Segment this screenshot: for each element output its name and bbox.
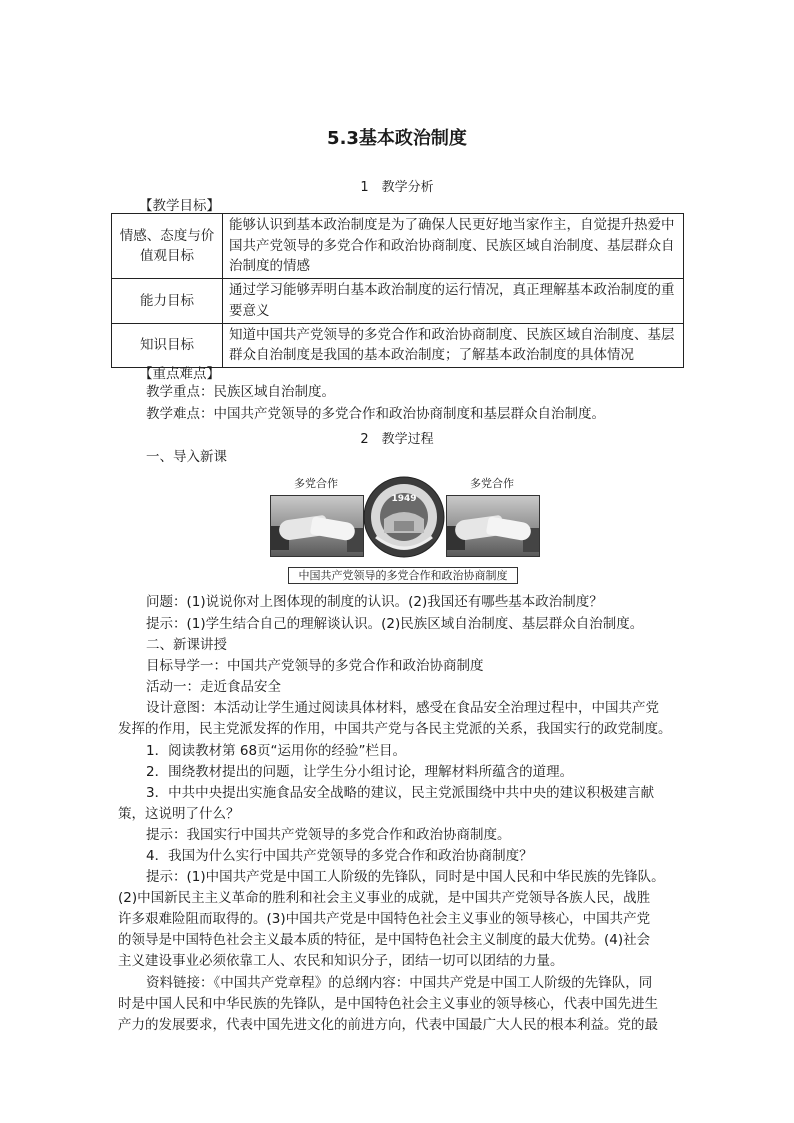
goal-text: 知道中国共产党领导的多党合作和政治协商制度、民族区域自治制度、基层群众自治制度是我国的基本政治制度；了解基本政治制度的具体情况 <box>223 323 684 367</box>
table-row <box>112 323 684 367</box>
goals-header: 【教学目标】 <box>139 198 220 214</box>
goal-label: 能力目标 <box>112 278 223 323</box>
design-line: 设计意图：本活动让学生通过阅读具体材料，感受在食品安全治理过程中，中国共产党 <box>146 700 659 716</box>
question: 问题：(1)说说你对上图体现的制度的认识。(2)我国还有哪些基本政治制度？ <box>146 594 603 610</box>
part-heading-lecture: 二、新课讲授 <box>146 637 227 653</box>
section-heading-analysis: 1 教学分析 <box>360 180 434 195</box>
emblem-year: 1949 <box>391 494 417 504</box>
intro-figure <box>266 467 538 585</box>
step-one: 1．阅读教材第 68页“运用你的经验”栏目。 <box>146 743 407 759</box>
step-four: 4．我国为什么实行中国共产党领导的多党合作和政治协商制度？ <box>146 848 533 864</box>
design-line: 发挥的作用，民主党派发挥的作用，中国共产党与各民主党派的关系，我国实行的政党制度。 <box>118 721 672 737</box>
step-three-line: 策，这说明了什么？ <box>118 806 240 822</box>
part-heading-intro: 一、导入新课 <box>146 449 227 465</box>
material-line: 资料链接：《中国共产党章程》的总纲内容：中国共产党是中国工人阶级的先锋队，同 <box>146 975 653 991</box>
hint-three-line: 提示：(1)中国共产党是中国工人阶级的先锋队，同时是中国人民和中华民族的先锋队。 <box>146 869 665 885</box>
hint-three-line: (2)中国新民主主义革命的胜利和社会主义事业的成就，是中国共产党领导各族人民，战胜 <box>118 890 651 906</box>
handshake-photo-left <box>270 495 364 557</box>
table-row <box>112 214 684 279</box>
hint-two: 提示：我国实行中国共产党领导的多党合作和政治协商制度。 <box>146 827 511 843</box>
target-one: 目标导学一：中国共产党领导的多党合作和政治协商制度 <box>146 658 484 674</box>
step-three-line: 3．中共中央提出实施食品安全战略的建议，民主党派围绕中共中央的建议积极建言献 <box>146 785 655 801</box>
hint-three-line: 的领导是中国特色社会主义最本质的特征，是中国特色社会主义制度的最大优势。(4)社会 <box>118 932 651 948</box>
figure-label-right: 多党合作 <box>470 477 514 490</box>
activity-one: 活动一：走近食品安全 <box>146 679 281 695</box>
step-two: 2．围绕教材提出的问题，让学生分小组讨论，理解材料所蕴含的道理。 <box>146 764 574 780</box>
key-points-header: 【重点难点】 <box>139 366 220 382</box>
goals-table <box>111 213 684 368</box>
section-heading-process: 2 教学过程 <box>360 432 434 447</box>
cppcc-emblem-icon <box>362 475 446 559</box>
hint-three-line: 主义建设事业必须依靠工人、农民和知识分子，团结一切可以团结的力量。 <box>118 953 564 969</box>
material-line: 时是中国人民和中华民族的先锋队，是中国特色社会主义事业的领导核心，代表中国先进生 <box>118 996 658 1012</box>
page-title: 5.3基本政治制度 <box>327 128 467 149</box>
handshake-photo-right <box>446 495 540 557</box>
figure-label-left: 多党合作 <box>294 477 338 490</box>
key-point: 教学重点：民族区域自治制度。 <box>146 384 335 400</box>
goal-label: 知识目标 <box>112 323 223 367</box>
goal-text: 通过学习能够弄明白基本政治制度的运行情况，真正理解基本政治制度的重要意义 <box>223 278 684 323</box>
difficult-point: 教学难点：中国共产党领导的多党合作和政治协商制度和基层群众自治制度。 <box>146 406 605 422</box>
hint-one: 提示：(1)学生结合自己的理解谈认识。(2)民族区域自治制度、基层群众自治制度。 <box>146 616 644 632</box>
material-line: 产力的发展要求，代表中国先进文化的前进方向，代表中国最广大人民的根本利益。党的最 <box>118 1017 658 1033</box>
hint-three-line: 许多艰难险阻而取得的。(3)中国共产党是中国特色社会主义事业的领导核心，中国共产党 <box>118 911 651 927</box>
table-row <box>112 278 684 323</box>
figure-caption: 中国共产党领导的多党合作和政治协商制度 <box>288 567 518 584</box>
goal-text: 能够认识到基本政治制度是为了确保人民更好地当家作主，自觉提升热爱中国共产党领导的多党合作和政治协商制度、民族区域自治制度、基层群众自治制度的情感 <box>223 214 684 279</box>
goal-label: 情感、态度与价值观目标 <box>112 214 223 279</box>
